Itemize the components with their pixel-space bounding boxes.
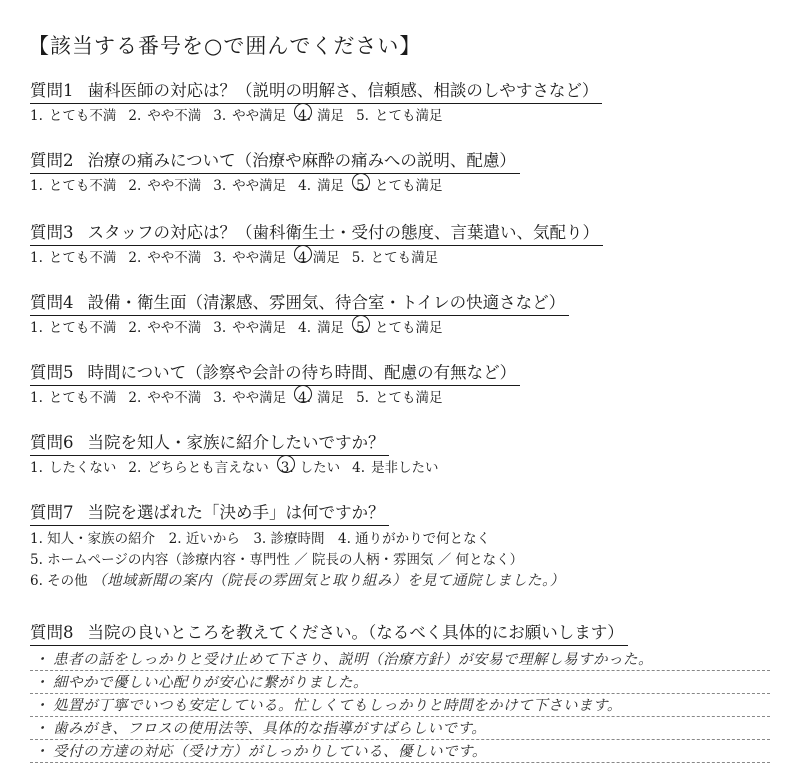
- option-number: 2.: [128, 250, 142, 266]
- option-2[interactable]: [128, 106, 201, 126]
- question-7-other-label: 6. その他: [30, 573, 88, 589]
- option-label: やや満足: [232, 108, 287, 124]
- option-number: 5.: [356, 108, 369, 124]
- question-3-options: [30, 248, 780, 268]
- option-number: 3.: [213, 250, 227, 266]
- option-5[interactable]: [356, 318, 442, 338]
- option-number-circled: 4.: [298, 390, 312, 406]
- option-label: やや満足: [232, 178, 287, 194]
- option-label: とても満足: [374, 108, 443, 124]
- option-4[interactable]: [298, 388, 344, 408]
- question-4: [30, 292, 780, 338]
- question-4-options: [30, 318, 780, 338]
- question-4-label: 質問4: [30, 293, 74, 312]
- page-title: 【該当する番号を○で囲んでください】: [28, 34, 422, 58]
- option-number: 2.: [128, 390, 142, 406]
- question-3-heading: [30, 222, 603, 246]
- option-1[interactable]: [30, 106, 116, 126]
- option-number: 5.: [356, 390, 369, 406]
- option-3[interactable]: [213, 388, 286, 408]
- option-label: どちらとも言えない: [147, 460, 269, 476]
- handwritten-answer: 受付の方達の対応（受け方）がしっかりしている、優しいです。: [53, 744, 487, 760]
- option-label: とても満足: [374, 320, 443, 336]
- option-number: 3.: [213, 108, 227, 124]
- question-5-options: [30, 388, 780, 408]
- option-label: とても満足: [374, 178, 443, 194]
- option-2[interactable]: [128, 458, 268, 478]
- bullet-mark: ・: [34, 652, 49, 668]
- question-8-text: 当院の良いところを教えてください。（なるべく具体的にお願いします）: [87, 623, 624, 642]
- question-8-label: 質問8: [30, 623, 74, 642]
- option-label: やや満足: [232, 390, 287, 406]
- question-6-label: 質問6: [30, 433, 74, 452]
- question-2-text: 治療の痛みについて（治療や麻酔の痛みへの説明、配慮）: [87, 151, 516, 170]
- question-6: [30, 432, 780, 478]
- question-2-options: [30, 176, 780, 196]
- option-number-circled: 5.: [356, 320, 369, 336]
- question-4-text: 設備・衛生面（清潔感、雰囲気、待合室・トイレの快適さなど）: [87, 293, 566, 312]
- question-7-options-line-2: 5. ホームページの内容（診療内容・専門性 ／ 院長の人柄・雰囲気 ／ 何となく）: [30, 552, 524, 568]
- question-7-options-line-3: [30, 571, 780, 592]
- option-label: やや不満: [147, 178, 202, 194]
- option-number: 2.: [128, 108, 142, 124]
- option-3[interactable]: [213, 106, 286, 126]
- option-label: とても不満: [48, 250, 117, 266]
- answer-line: [30, 740, 770, 763]
- option-number: 3.: [213, 320, 227, 336]
- bullet-mark: ・: [34, 744, 49, 760]
- bullet-mark: ・: [34, 721, 49, 737]
- option-label: とても満足: [374, 390, 443, 406]
- option-1[interactable]: [30, 318, 116, 338]
- option-number: 4.: [298, 320, 312, 336]
- option-label: 満足: [317, 320, 345, 336]
- question-7-heading: [30, 502, 389, 526]
- option-label: やや不満: [147, 108, 202, 124]
- question-6-heading: [30, 432, 389, 456]
- question-7-label: 質問7: [30, 503, 74, 522]
- option-2[interactable]: [128, 248, 201, 268]
- answer-line: [30, 717, 770, 740]
- option-number: 1.: [30, 108, 43, 124]
- option-1[interactable]: [30, 458, 116, 478]
- answer-line: [30, 671, 770, 694]
- option-2[interactable]: [128, 388, 201, 408]
- answer-line: [30, 648, 770, 671]
- option-5[interactable]: [356, 176, 442, 196]
- question-8-heading: [30, 622, 628, 646]
- option-2[interactable]: [128, 318, 201, 338]
- option-label: したい: [299, 460, 341, 476]
- option-number: 4.: [352, 460, 366, 476]
- option-5[interactable]: [356, 388, 442, 408]
- question-1: [30, 80, 780, 126]
- option-number: 3.: [213, 390, 227, 406]
- option-label: 満足: [317, 390, 345, 406]
- option-label: やや満足: [232, 250, 287, 266]
- question-2-label: 質問2: [30, 151, 74, 170]
- option-label: やや不満: [147, 390, 202, 406]
- option-number-circled: 4.: [298, 108, 312, 124]
- option-number-circled: 5.: [356, 178, 369, 194]
- option-label: とても不満: [48, 178, 117, 194]
- handwritten-answer: 歯みがき、フロスの使用法等、具体的な指導がすばらしいです。: [53, 721, 487, 737]
- option-4[interactable]: [298, 248, 340, 268]
- question-7-other-answer: （地域新聞の案内（院長の雰囲気と取り組み）を見て通院しました。）: [91, 573, 565, 589]
- option-3[interactable]: [213, 176, 286, 196]
- question-4-heading: [30, 292, 569, 316]
- handwritten-answer: 処置が丁寧でいつも安定している。忙しくてもしっかりと時間をかけて下さいます。: [53, 698, 622, 714]
- question-5: [30, 362, 780, 408]
- option-3[interactable]: [213, 248, 286, 268]
- option-label: やや満足: [232, 320, 287, 336]
- option-2[interactable]: [128, 176, 201, 196]
- option-number: 1.: [30, 250, 43, 266]
- option-label: 満足: [317, 108, 345, 124]
- question-3: [30, 222, 780, 268]
- option-1[interactable]: [30, 248, 116, 268]
- answer-line: [30, 694, 770, 717]
- option-number: 5.: [351, 250, 365, 266]
- option-number: 1.: [30, 390, 43, 406]
- option-4[interactable]: [298, 106, 344, 126]
- option-1[interactable]: [30, 176, 116, 196]
- option-4[interactable]: [298, 318, 344, 338]
- option-number: 4.: [298, 178, 312, 194]
- question-1-text: 歯科医師の対応は？（説明の明解さ、信頼感、相談のしやすさなど）: [87, 81, 599, 100]
- option-label: とても不満: [48, 390, 117, 406]
- option-number-circled: 4: [298, 250, 307, 266]
- option-label: 是非したい: [371, 460, 439, 476]
- option-label: やや不満: [147, 250, 202, 266]
- option-5[interactable]: [356, 106, 442, 126]
- option-label: 満足: [312, 250, 340, 266]
- option-number: 1.: [30, 460, 43, 476]
- option-label: したくない: [48, 460, 117, 476]
- option-number: 3.: [213, 178, 227, 194]
- option-number: 2.: [128, 178, 142, 194]
- question-8: [30, 622, 780, 763]
- question-5-label: 質問5: [30, 363, 74, 382]
- question-1-options: [30, 106, 780, 126]
- option-1[interactable]: [30, 388, 116, 408]
- question-6-options: [30, 458, 780, 478]
- option-3[interactable]: [281, 458, 340, 478]
- question-5-text: 時間について（診察や会計の待ち時間、配慮の有無など）: [87, 363, 517, 382]
- question-7: [30, 502, 780, 592]
- option-number-circled: 3.: [280, 460, 294, 476]
- handwritten-answer: 細やかで優しい心配りが安心に繋がりました。: [53, 675, 368, 691]
- option-label: やや不満: [147, 320, 202, 336]
- handwritten-answer: 患者の話をしっかりと受け止めて下さり、説明（治療方針）が安易で理解し易すかった。: [53, 652, 653, 668]
- option-number: 1.: [30, 320, 43, 336]
- option-5[interactable]: [352, 248, 438, 268]
- question-1-heading: [30, 80, 602, 104]
- option-label: とても不満: [48, 320, 117, 336]
- question-5-heading: [30, 362, 520, 386]
- option-number: 2.: [128, 320, 142, 336]
- option-4[interactable]: [352, 458, 438, 478]
- bullet-mark: ・: [34, 698, 49, 714]
- question-6-text: 当院を知人・家族に紹介したいですか？: [87, 433, 385, 452]
- option-label: 満足: [317, 178, 345, 194]
- question-3-label: 質問3: [30, 223, 74, 242]
- option-4[interactable]: [298, 176, 344, 196]
- option-label: とても満足: [370, 250, 439, 266]
- option-label: とても不満: [48, 108, 117, 124]
- question-2: [30, 150, 780, 196]
- question-7-text: 当院を選ばれた「決め手」は何ですか？: [87, 503, 385, 522]
- question-2-heading: [30, 150, 520, 174]
- bullet-mark: ・: [34, 675, 49, 691]
- question-7-options-line-1: 1. 知人・家族の紹介 2. 近いから 3. 診療時間 4. 通りがかりで何となく: [30, 531, 491, 547]
- option-number: 2.: [128, 460, 142, 476]
- option-3[interactable]: [213, 318, 286, 338]
- option-number: 1.: [30, 178, 43, 194]
- question-1-label: 質問1: [30, 81, 74, 100]
- question-3-text: スタッフの対応は？（歯科衛生士・受付の態度、言葉遣い、気配り）: [87, 223, 599, 242]
